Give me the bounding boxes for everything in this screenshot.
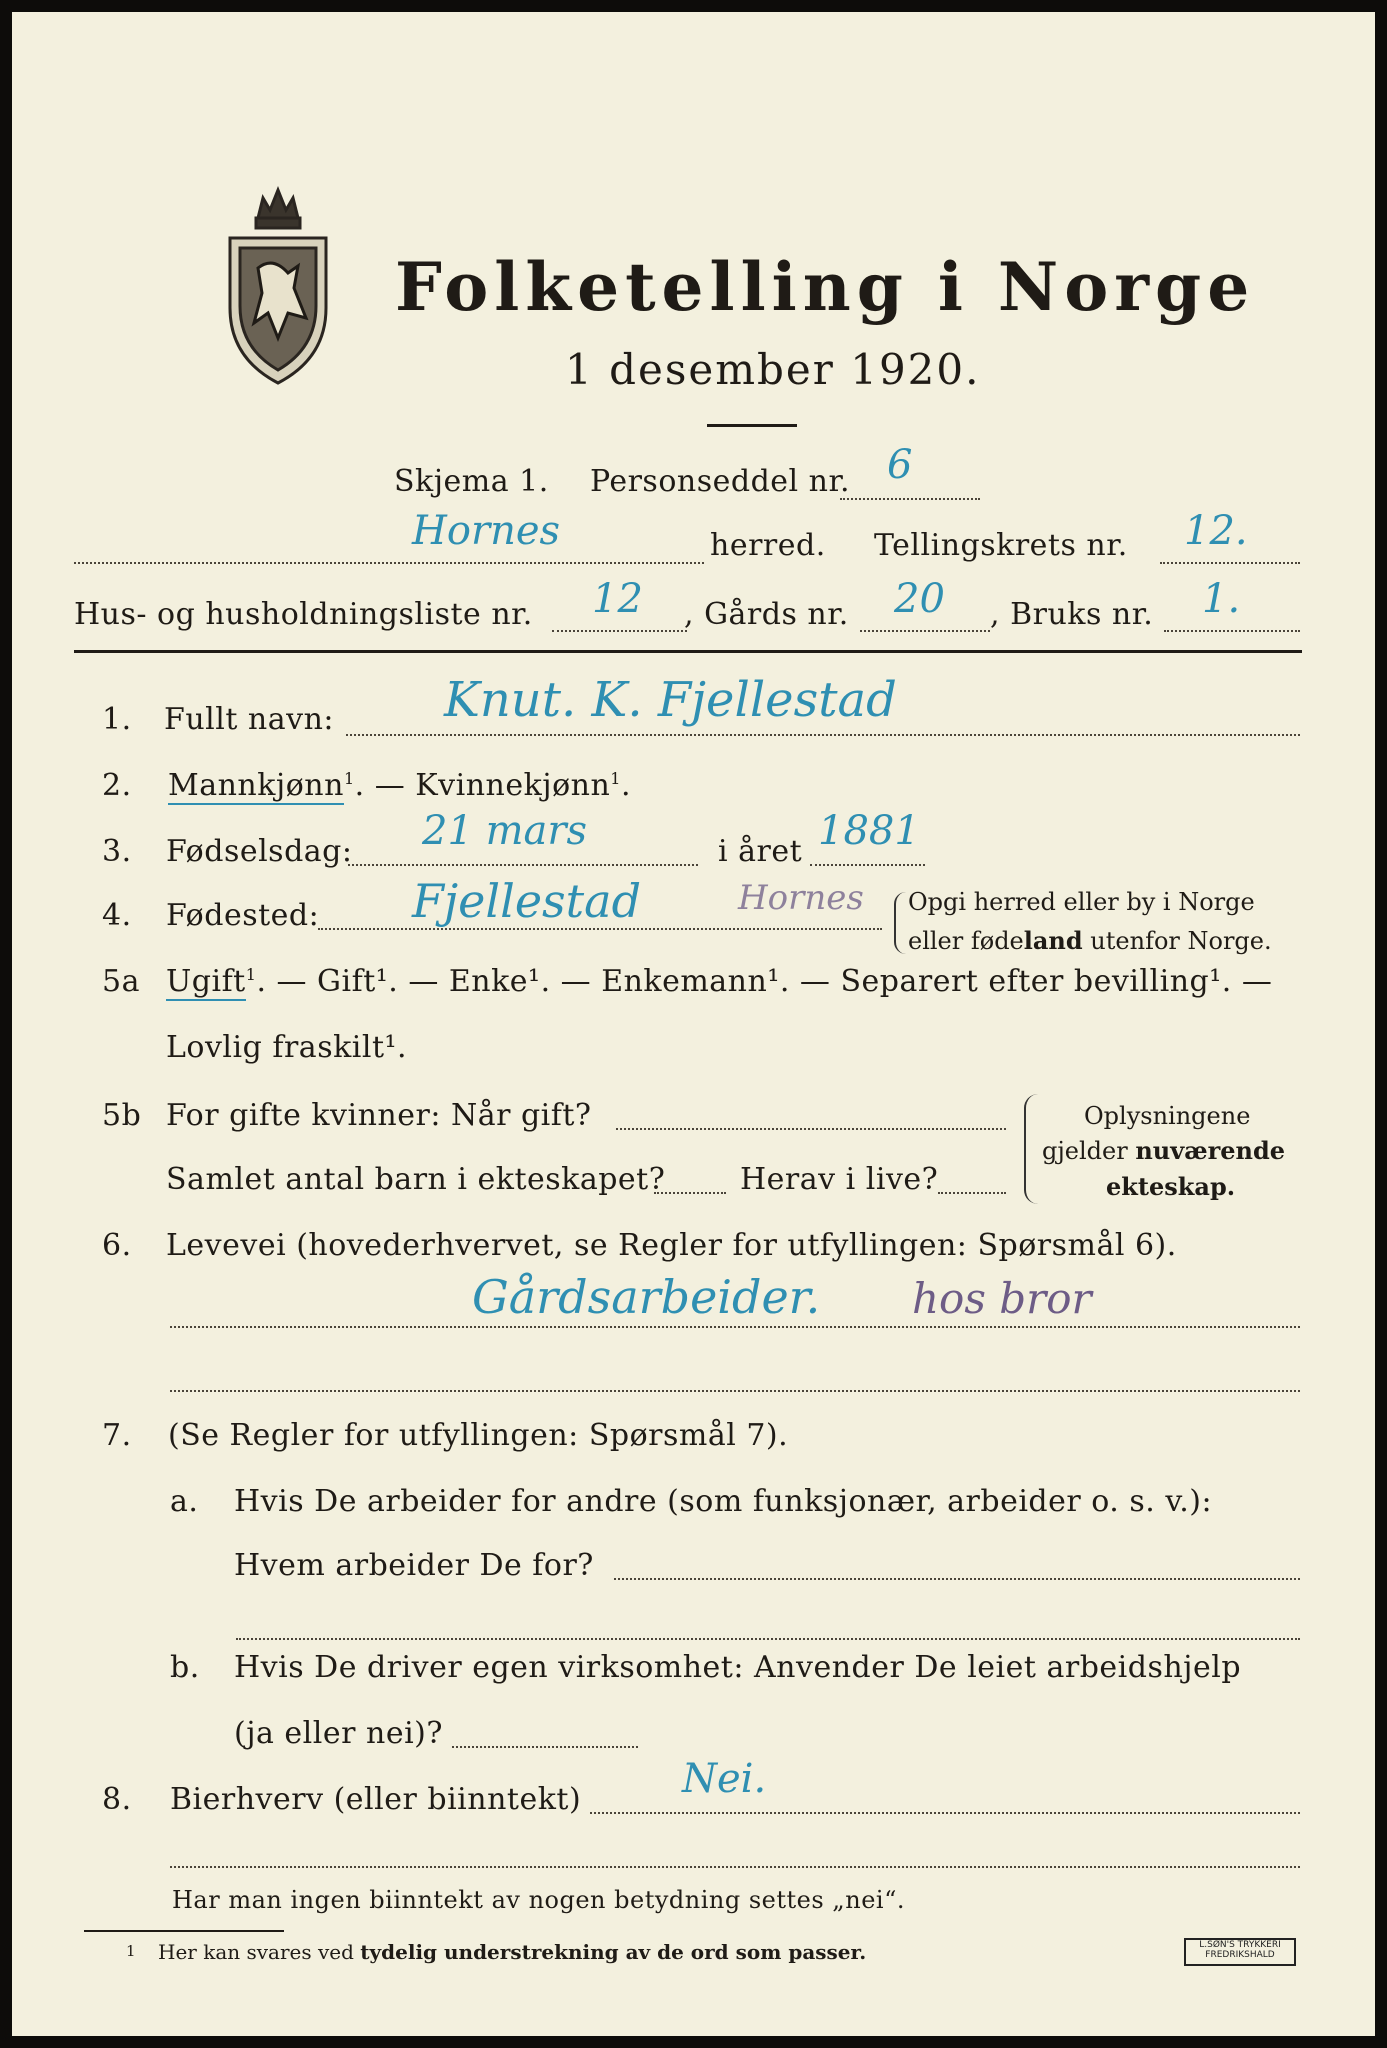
side-income-field[interactable]: [590, 1812, 1300, 1814]
q1-label: Fullt navn:: [164, 702, 335, 737]
full-name-field[interactable]: [346, 734, 1300, 736]
option-male[interactable]: Mannkjønn: [168, 768, 344, 803]
birthplace-value: Fjellestad: [412, 874, 642, 928]
q6-number: 6.: [102, 1228, 132, 1263]
q5b-note-line1: Oplysningene: [1084, 1102, 1251, 1130]
children-field[interactable]: [654, 1192, 726, 1194]
q5b-number: 5b: [102, 1098, 142, 1133]
footnote-mark: 1: [126, 1942, 136, 1960]
herred-value: Hornes: [412, 508, 561, 554]
personseddel-field[interactable]: [840, 498, 980, 500]
q8-number: 8.: [102, 1782, 132, 1817]
form-title: Folketelling i Norge: [395, 248, 1256, 326]
option-divorced[interactable]: Lovlig fraskilt¹.: [166, 1030, 408, 1065]
tellingskrets-label: Tellingskrets nr.: [874, 528, 1128, 563]
option-unmarried[interactable]: Ugift: [166, 964, 246, 999]
bruks-label: , Bruks nr.: [990, 597, 1154, 632]
hus-value: 12: [592, 576, 643, 622]
gards-field[interactable]: [860, 630, 990, 632]
q7-number: 7.: [102, 1418, 132, 1453]
q5b-note-line3: ekteskap.: [1106, 1172, 1236, 1201]
q5a-number: 5a: [102, 964, 140, 999]
q6-label: Levevei (hovederhvervet, se Regler for utfyllingen: Spørsmål 6).: [166, 1228, 1177, 1263]
employer-field-line2[interactable]: [236, 1638, 1300, 1640]
hus-field[interactable]: [552, 630, 687, 632]
birthdate-value: 21 mars: [422, 808, 588, 854]
occupation-field[interactable]: [170, 1326, 1300, 1328]
marital-status-options: Ugift$^1$. — Gift¹. — Enke¹. — Enkemann¹. — Separert efter bevilling¹. —: [166, 964, 1273, 999]
side-income-value: Nei.: [682, 1756, 767, 1802]
q7b-label: Hvis De driver egen virksomhet: Anvender De leiet arbeidshjelp: [234, 1650, 1242, 1685]
q5b-label-alive: Herav i live?: [740, 1162, 939, 1197]
hired-help-field[interactable]: [452, 1746, 638, 1748]
norwegian-coat-of-arms-icon: [218, 178, 338, 388]
q5b-label-children: Samlet antal barn i ekteskapet?: [166, 1162, 666, 1197]
q8-label: Bierhverv (eller biinntekt): [170, 1782, 582, 1817]
bruks-value: 1.: [1202, 576, 1241, 622]
birthplace-note-bracket: [894, 892, 906, 954]
printer-stamp: L.SØN'S TRYKKERI FREDRIKSHALD: [1184, 1938, 1296, 1966]
birthplace-field[interactable]: [318, 928, 882, 930]
footnote-text: Her kan svares ved tydelig understrekning av de ord som passer.: [158, 1940, 867, 1964]
hus-label: Hus- og husholdningsliste nr.: [74, 597, 533, 632]
q7a-label: Hvis De arbeider for andre (som funksjonær, arbeider o. s. v.):: [234, 1484, 1213, 1519]
q7b-label-yes-no: (ja eller nei)?: [234, 1716, 443, 1751]
personseddel-label: Personseddel nr.: [590, 464, 851, 499]
q5b-note-bracket: [1024, 1094, 1038, 1204]
birthplace-note-line1: Opgi herred eller by i Norge: [908, 888, 1255, 916]
gards-value: 20: [894, 576, 945, 622]
q7a-label-employer: Hvem arbeider De for?: [234, 1548, 594, 1583]
q7a-number: a.: [170, 1484, 199, 1519]
header-rule: [74, 650, 1302, 653]
census-date: 1 desember 1920.: [565, 345, 981, 394]
q4-number: 4.: [102, 898, 132, 933]
occupation-field-line2[interactable]: [170, 1390, 1300, 1392]
herred-field[interactable]: [74, 562, 704, 564]
gards-label: , Gårds nr.: [684, 597, 849, 632]
sex-options: Mannkjønn$^1$. — Kvinnekjønn$^1$.: [168, 768, 632, 803]
title-divider: [707, 424, 797, 427]
option-other-statuses[interactable]: . — Gift¹. — Enke¹. — Enkemann¹. — Separert efter bevilling¹. —: [256, 964, 1273, 999]
tellingskrets-field[interactable]: [1160, 562, 1300, 564]
side-income-field-line2[interactable]: [170, 1866, 1300, 1868]
q7b-number: b.: [170, 1650, 200, 1685]
birthdate-field[interactable]: [348, 864, 698, 866]
married-when-field[interactable]: [616, 1128, 1006, 1130]
employer-field[interactable]: [614, 1578, 1300, 1580]
q3-label: Fødselsdag:: [166, 834, 353, 869]
q4-label: Fødested:: [166, 898, 320, 933]
birthplace-value-secondary: Hornes: [738, 878, 864, 918]
q5b-label-married-when: For gifte kvinner: Når gift?: [166, 1098, 592, 1133]
option-female[interactable]: . — Kvinnekjønn: [354, 768, 611, 803]
birthplace-note-line2: eller fødeland utenfor Norge.: [908, 926, 1272, 955]
q2-number: 2.: [102, 768, 132, 803]
herred-label: herred.: [710, 528, 826, 563]
birth-year-label: i året: [718, 834, 803, 869]
occupation-value-secondary: hos bror: [912, 1274, 1092, 1323]
side-income-note: Har man ingen biinntekt av nogen betydning settes „nei“.: [172, 1886, 905, 1914]
occupation-value: Gårdsarbeider.: [472, 1270, 821, 1324]
full-name-value: Knut. K. Fjellestad: [444, 672, 897, 728]
q5b-note-line2: gjelder nuværende: [1042, 1136, 1286, 1165]
q1-number: 1.: [102, 702, 132, 737]
q3-number: 3.: [102, 834, 132, 869]
footnote-rule: [84, 1930, 284, 1932]
bruks-field[interactable]: [1164, 630, 1300, 632]
personseddel-value: 6: [887, 442, 913, 488]
q7-label: (Se Regler for utfyllingen: Spørsmål 7).: [168, 1418, 789, 1453]
birth-year-field[interactable]: [810, 864, 925, 866]
alive-field[interactable]: [938, 1192, 1006, 1194]
birth-year-value: 1881: [818, 808, 920, 854]
tellingskrets-value: 12.: [1184, 508, 1248, 554]
schema-label: Skjema 1.: [394, 464, 549, 499]
